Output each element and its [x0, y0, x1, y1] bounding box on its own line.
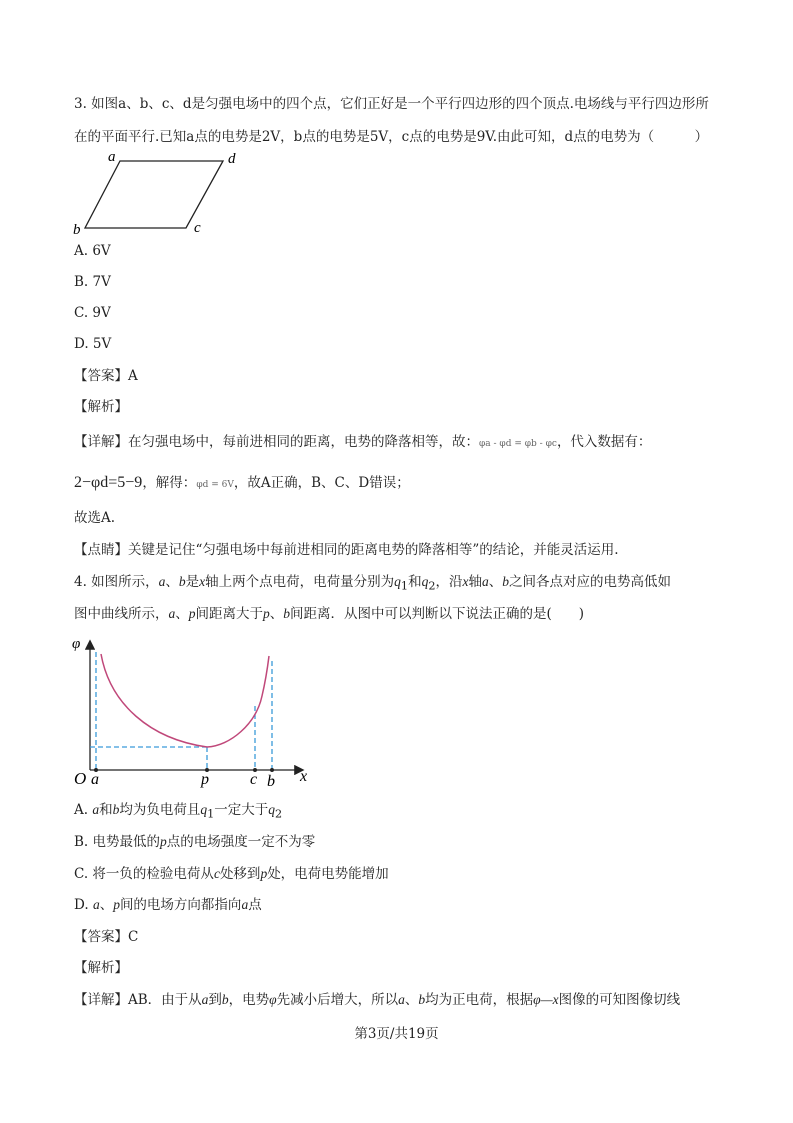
q3-conclusion: 故选A.: [74, 510, 116, 526]
q4-option-b: B. 电势最低的p点的电场强度一定不为零: [74, 834, 316, 850]
potential-curve: [101, 654, 269, 747]
q3-option-b: B. 7V: [74, 274, 111, 290]
axis-b-label: b: [267, 773, 275, 788]
label-a: a: [108, 149, 116, 165]
q3-answer: 【答案】A: [74, 368, 138, 384]
label-b: b: [73, 222, 81, 238]
label-c: c: [194, 220, 201, 236]
q3-option-c: C. 9V: [74, 305, 111, 321]
q4-option-a: A. a和b均为负电荷且$q_1$一定大于$q_2$: [74, 802, 283, 821]
q3-detail: [74, 433, 651, 453]
q4-option-d: D. a、p间的电场方向都指向a点: [74, 897, 262, 913]
q3-detail-formula: φa - φd = φb - φc: [479, 439, 557, 449]
q3-detail-text: 在匀强电场中，每前进相同的距离，电势的降落相等，故：: [128, 434, 479, 450]
q3-solve: [74, 474, 410, 494]
origin-label: O: [74, 769, 87, 788]
page-footer: 第3页/共19页: [354, 1026, 439, 1042]
q4-line2: 图中曲线所示，a、p间距离大于p、b间距离．从图中可以判断以下说法正确的是( ): [74, 606, 585, 622]
q3-solve-result: φd = 6V: [196, 480, 234, 490]
q4-line1: 4. 如图所示，a、b是x轴上两个点电荷，电荷量分别为$q_1$和$q_2$，沿x轴a、b之间各点对应的电势高低如: [74, 574, 672, 593]
axis-c-label: c: [250, 771, 258, 788]
label-d: d: [228, 151, 236, 167]
q3-option-d: D. 5V: [74, 336, 112, 352]
q3-option-a: A. 6V: [74, 243, 111, 259]
q4-detail: 【详解】AB．由于从a到b，电势φ先减小后增大，所以a、b均为正电荷，根据φ—x图像的可知图像切线: [74, 992, 681, 1008]
axis-x-label: x: [300, 768, 308, 785]
axis-a-label: a: [91, 771, 99, 788]
q3-detail-tail: ，代入数据有：: [556, 434, 652, 450]
q4-answer: 【答案】C: [74, 929, 139, 945]
q3-equation: 2−φd=5−9: [74, 474, 143, 491]
phi-label: φ: [72, 636, 81, 652]
parallelogram-figure: [70, 148, 250, 240]
q3-comment: 【点睛】关键是记住“匀强电场中每前进相同的距离电势的降落相等”的结论，并能灵活运用.: [74, 542, 619, 558]
q3-analysis-heading: 【解析】: [74, 399, 128, 415]
axis-p-label: p: [201, 771, 209, 788]
q3-line1: 3. 如图a、b、c、d是匀强电场中的四个点，它们正好是一个平行四边形的四个顶点.电场线与平行四边形所: [74, 96, 709, 112]
q3-solve-label: ，解得：: [142, 475, 197, 491]
q3-line2: 在的平面平行.已知a点的电势是2V，b点的电势是5V，c点的电势是9V.由此可知，d点的电势为（ ）: [74, 129, 709, 145]
q3-detail-label: 【详解】: [74, 434, 128, 450]
q4-option-c: C. 将一负的检验电荷从c处移到p处，电荷电势能增加: [74, 866, 389, 882]
q4-analysis-heading: 【解析】: [74, 960, 128, 976]
potential-curve-figure: [70, 634, 320, 788]
q3-solve-tail: ，故A正确，B、C、D错误；: [233, 475, 410, 491]
